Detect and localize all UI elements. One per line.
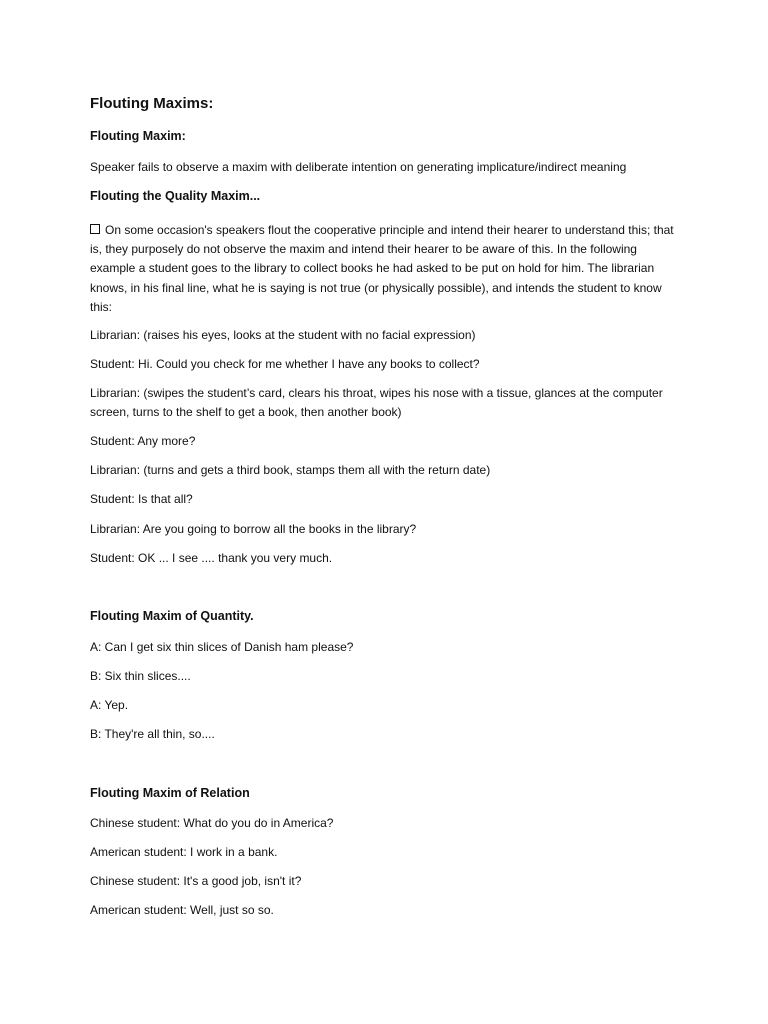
- dialogue-line: Chinese student: It's a good job, isn't it?: [90, 874, 302, 888]
- dialogue-line: A: Can I get six thin slices of Danish ham please?: [90, 640, 354, 654]
- dialogue-line: Librarian: (swipes the student’s card, clears his throat, wipes his nose with a tissue, glances at the computer screen, turns to the shelf to get a book, then another book): [90, 386, 663, 420]
- quality-intro-text: On some occasion's speakers flout the cooperative principle and intend their hearer to understand this; that is, they purposely do not observe the maxim and intend their hearer to be aware of this. In the following example a student goes to the library to collect books he had asked to be put on hold for him. The librarian knows, in his final line, what he is saying is not true (or physically possible), and intends the student to know this:: [90, 223, 674, 314]
- dialogue-line: B: Six thin slices....: [90, 669, 191, 683]
- definition-heading: Flouting Maxim:: [90, 129, 186, 143]
- dialogue-line: Chinese student: What do you do in America?: [90, 816, 334, 830]
- dialogue-line: Librarian: (turns and gets a third book, stamps them all with the return date): [90, 463, 491, 477]
- definition-text: Speaker fails to observe a maxim with deliberate intention on generating implicature/indirect meaning: [90, 160, 627, 174]
- quality-heading: Flouting the Quality Maxim...: [90, 189, 261, 203]
- dialogue-line: Student: Any more?: [90, 434, 196, 448]
- quality-intro-paragraph: [90, 221, 680, 317]
- dialogue-line: American student: Well, just so so.: [90, 903, 274, 917]
- dialogue-line: Librarian: Are you going to borrow all the books in the library?: [90, 522, 417, 536]
- document-title: Flouting Maxims:: [90, 95, 214, 112]
- dialogue-line: B: They're all thin, so....: [90, 727, 215, 741]
- dialogue-line: American student: I work in a bank.: [90, 845, 278, 859]
- checkbox-bullet-icon: [90, 224, 100, 234]
- dialogue-line: Student: Hi. Could you check for me whether I have any books to collect?: [90, 357, 480, 371]
- dialogue-line: Student: Is that all?: [90, 492, 193, 506]
- dialogue-line: A: Yep.: [90, 698, 129, 712]
- relation-heading: Flouting Maxim of Relation: [90, 786, 250, 800]
- dialogue-line: Student: OK ... I see .... thank you very much.: [90, 551, 333, 565]
- quantity-heading: Flouting Maxim of Quantity.: [90, 609, 254, 623]
- dialogue-line: Librarian: (raises his eyes, looks at the student with no facial expression): [90, 328, 476, 342]
